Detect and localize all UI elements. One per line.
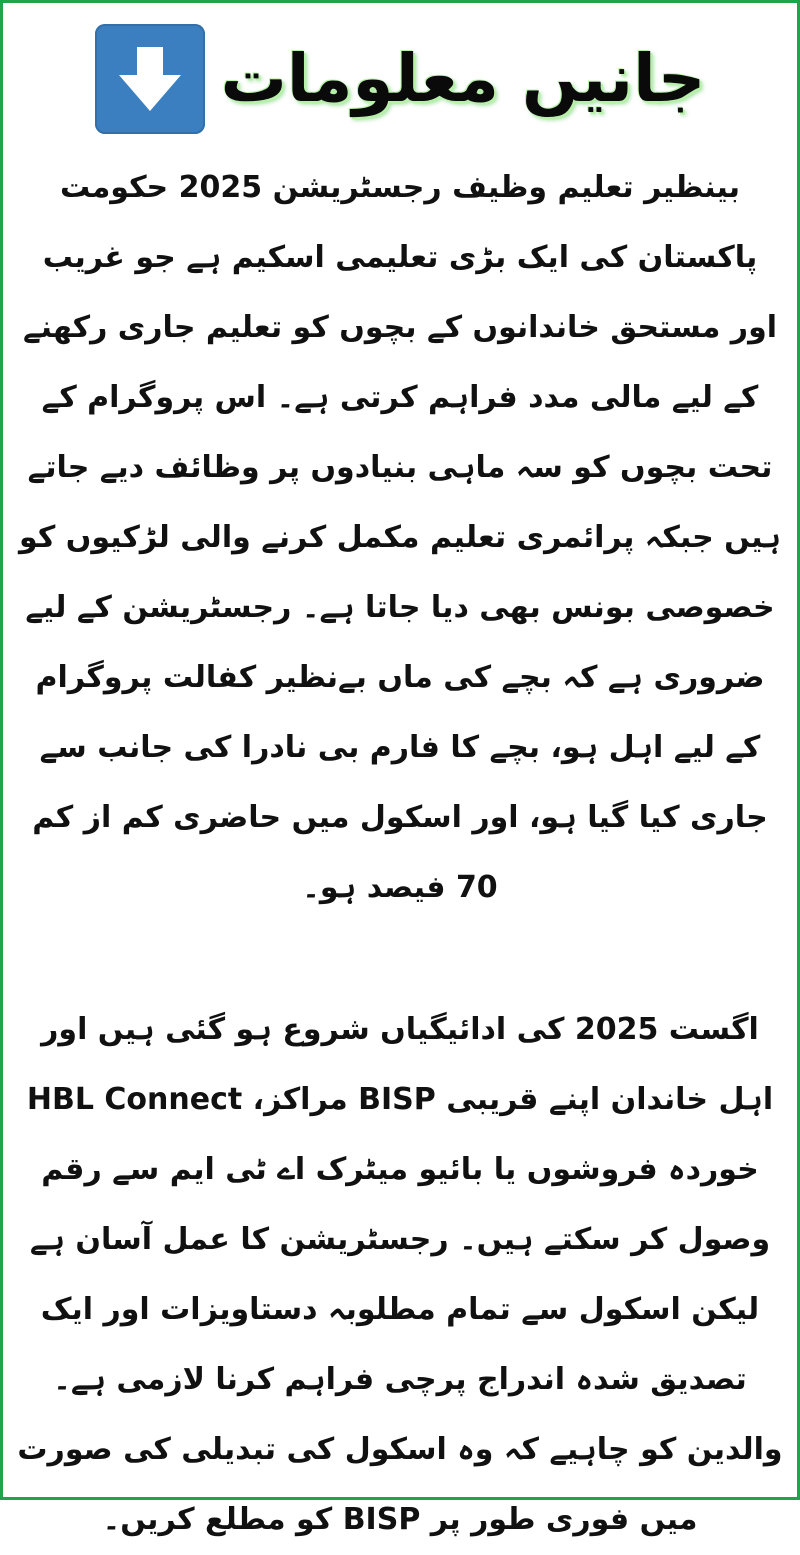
download-button[interactable] — [95, 24, 205, 134]
download-arrow-icon — [115, 43, 185, 115]
page-title: جانیں معلومات — [220, 39, 706, 117]
article-body — [17, 153, 783, 1555]
paragraph-2: اگست 2025 کی ادائیگیاں شروع ہو گئی ہیں اور اہل خاندان اپنے قریبی BISP مراکز، HBL Connect خوردہ فروشوں یا بائیو میٹرک اے ٹی ایم سے رقم وصول کر سکتے ہیں۔ رجسٹریشن کا عمل آسان ہے لیکن اسکول سے تمام مطلوبہ دستاویزات اور ایک تصدیق شدہ اندراج پرچی فراہم کرنا لازمی ہے۔ والدین کو چاہیے کہ وہ اسکول کی تبدیلی کی صورت میں فوری طور پر BISP کو مطلع کریں۔ — [17, 1012, 783, 1537]
header — [3, 21, 797, 136]
paragraph-1: بینظیر تعلیم وظیف رجسٹریشن 2025 حکومت پاکستان کی ایک بڑی تعلیمی اسکیم ہے جو غریب اور مستحق خاندانوں کے بچوں کو تعلیم جاری رکھنے کے لیے مالی مدد فراہم کرتی ہے۔ اس پروگرام کے تحت بچوں کو سہ ماہی بنیادوں پر وظائف دیے جاتے ہیں جبکہ پرائمری تعلیم مکمل کرنے والی لڑکیوں کو خصوصی بونس بھی دیا جاتا ہے۔ رجسٹریشن کے لیے ضروری ہے کہ بچے کی ماں بےنظیر کفالت پروگرام کے لیے اہل ہو، بچے کا فارم بی نادرا کی جانب سے جاری کیا گیا ہو، اور اسکول میں حاضری کم از کم 70 فیصد ہو۔ — [19, 170, 781, 905]
